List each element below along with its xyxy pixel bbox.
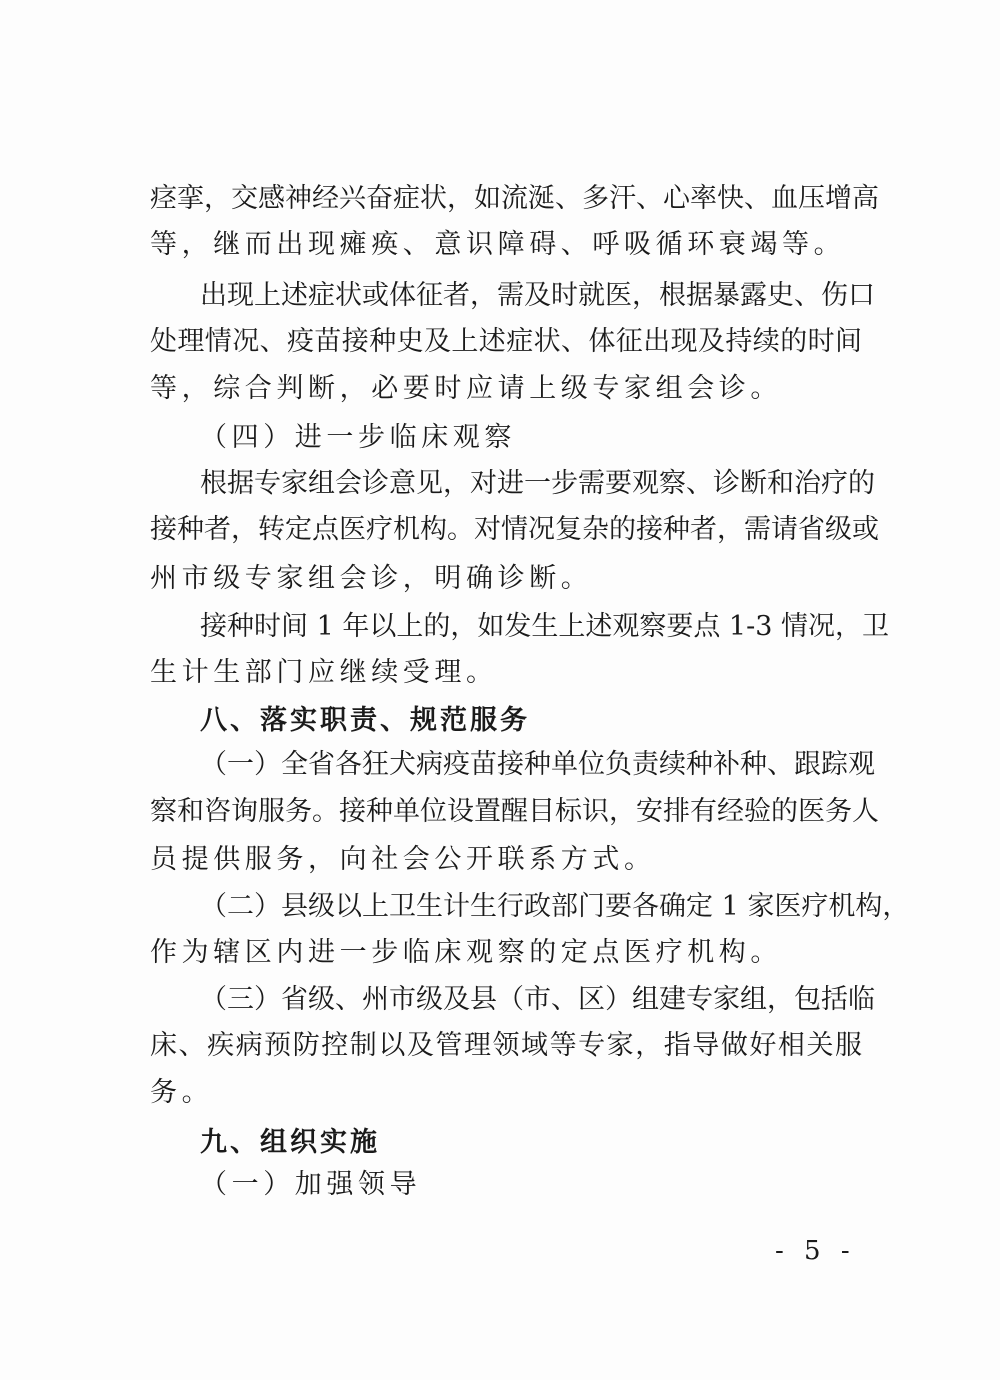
body-text-line: 作为辖区内进一步临床观察的定点医疗机构。 — [150, 937, 782, 968]
section-heading: 九、组织实施 — [200, 1127, 380, 1158]
body-text-line: 痉挛，交感神经兴奋症状，如流涎、多汗、心率快、血压增高 — [150, 183, 879, 214]
body-text-line: （三）省级、州市级及县（市、区）组建专家组，包括临 — [200, 984, 875, 1015]
body-text-line: 出现上述症状或体征者，需及时就医，根据暴露史、伤口 — [200, 280, 875, 311]
body-text-line: 员提供服务，向社会公开联系方式。 — [150, 844, 656, 875]
body-text-line: （一）全省各狂犬病疫苗接种单位负责续种补种、跟踪观 — [200, 749, 875, 780]
body-text-line: 等，综合判断，必要时应请上级专家组会诊。 — [150, 373, 782, 404]
body-text-line: 生计生部门应继续受理。 — [150, 657, 498, 688]
body-text-line: 察和咨询服务。接种单位设置醒目标识，安排有经验的医务人 — [150, 796, 879, 827]
subsection-heading: （一）加强领导 — [200, 1169, 422, 1200]
body-text-line: 等，继而出现瘫痪、意识障碍、呼吸循环衰竭等。 — [150, 229, 846, 260]
subsection-heading: （四）进一步临床观察 — [200, 422, 516, 453]
section-heading: 八、落实职责、规范服务 — [200, 705, 530, 736]
body-text-line: 处理情况、疫苗接种史及上述症状、体征出现及持续的时间 — [150, 326, 862, 357]
body-text-line: 根据专家组会诊意见，对进一步需要观察、诊断和治疗的 — [200, 468, 875, 499]
body-text-line: 接种时间 1 年以上的，如发生上述观察要点 1-3 情况，卫 — [200, 611, 889, 642]
body-text-line: 床、疾病预防控制以及管理领域等专家，指导做好相关服 — [150, 1030, 862, 1061]
page-number: - 5 - — [775, 1236, 856, 1266]
body-text-line: 务。 — [150, 1077, 214, 1108]
body-text-line: （二）县级以上卫生计生行政部门要各确定 1 家医疗机构， — [200, 891, 910, 922]
body-text-line: 州市级专家组会诊，明确诊断。 — [150, 563, 593, 594]
body-text-line: 接种者，转定点医疗机构。对情况复杂的接种者，需请省级或 — [150, 514, 879, 545]
